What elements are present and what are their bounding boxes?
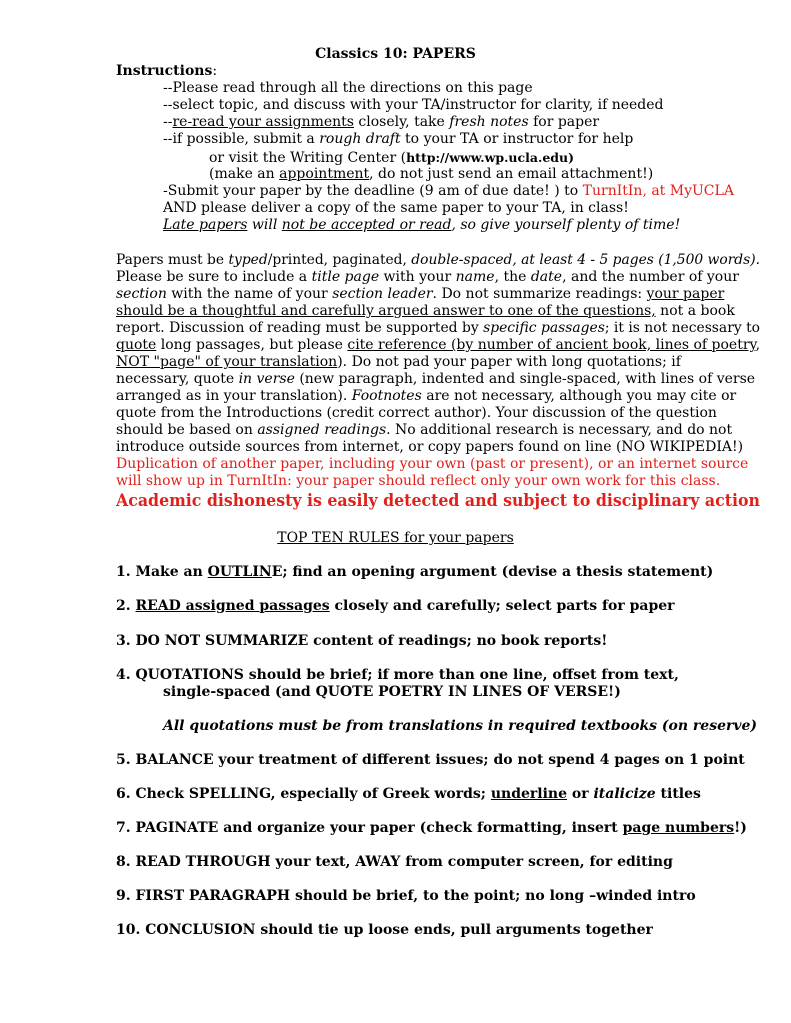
rule-item: 4. QUOTATIONS should be brief; if more than one line, offset from text, <box>116 667 679 683</box>
text: should be a thoughtful and carefully argued answer to one of the questions, <box>116 303 656 319</box>
rule-item: 10. CONCLUSION should tie up loose ends, pull arguments together <box>116 922 653 938</box>
instructions-heading: Instructions: <box>116 63 218 79</box>
text: E; find an opening argument (devise a thesis statement) <box>271 564 714 580</box>
text: or <box>567 786 594 802</box>
text: , and the number of your <box>562 269 739 285</box>
text: with your <box>379 269 456 285</box>
text: report. Discussion of reading must be supported by <box>116 320 484 336</box>
text: Papers must be <box>116 252 229 268</box>
text: for paper <box>528 114 600 130</box>
text: long passages, but please <box>156 337 348 353</box>
rule-item <box>116 820 747 837</box>
instruction-line <box>163 131 633 148</box>
body-line: introduce outside sources from internet, or copy papers found on line (NO WIKIPEDIA!) <box>116 439 744 455</box>
text: fresh notes <box>449 114 529 130</box>
body-line <box>116 337 760 354</box>
text: , so give yourself plenty of time! <box>451 217 681 233</box>
text: assigned readings <box>257 422 387 438</box>
text: with the name of your <box>166 286 333 302</box>
instruction-line: AND please deliver a copy of the same paper to your TA, in class! <box>163 200 629 216</box>
text: or visit the Writing Center ( <box>209 150 407 166</box>
text: to your TA or instructor for help <box>400 131 634 147</box>
text: 2. <box>116 598 136 614</box>
body-line <box>116 354 681 371</box>
text: !) <box>734 820 747 836</box>
text: should be based on <box>116 422 258 438</box>
body-line <box>116 320 760 337</box>
text: -Submit your paper by the deadline (9 am of due date! ) to <box>163 183 583 199</box>
body-line <box>116 252 760 269</box>
text: in verse <box>238 371 295 387</box>
text: Footnotes <box>351 388 422 404</box>
rule-note: All quotations must be from translations in required textbooks (on reserve) <box>163 718 758 734</box>
body-line <box>116 269 739 286</box>
text: . Do not summarize readings: <box>432 286 647 302</box>
text: quote <box>116 337 157 353</box>
text: your paper <box>646 286 725 302</box>
rule-item: 8. READ THROUGH your text, AWAY from computer screen, for editing <box>116 854 673 870</box>
text: /printed, paginated, <box>267 252 412 268</box>
rule-item <box>116 598 675 615</box>
text: page numbers <box>622 820 735 836</box>
text: not a book <box>655 303 735 319</box>
page-title: Classics 10: PAPERS <box>315 46 476 62</box>
text: re-read your assignments <box>172 114 354 130</box>
body-line <box>116 303 735 320</box>
text: TurnItIn, at MyUCLA <box>582 183 734 199</box>
text: name <box>455 269 495 285</box>
text: underline <box>490 786 567 802</box>
text: specific passages <box>483 320 605 336</box>
instruction-line <box>209 166 653 183</box>
rule-item: 9. FIRST PARAGRAPH should be brief, to the point; no long –winded intro <box>116 888 696 904</box>
warning-line: Duplication of another paper, including your own (past or present), or an internet source <box>116 456 749 472</box>
body-line: quote from the Introductions (credit correct author). Your discussion of the question <box>116 405 717 421</box>
text: --if possible, submit a <box>163 131 320 147</box>
text: (make an <box>209 166 280 182</box>
instruction-line <box>209 149 574 167</box>
text: italicize <box>593 786 656 802</box>
rule-item: 5. BALANCE your treatment of different issues; do not spend 4 pages on 1 point <box>116 752 745 768</box>
rule-item <box>116 786 701 803</box>
text: are not necessary, although you may cite or <box>421 388 737 404</box>
text: date <box>530 269 563 285</box>
text: section <box>116 286 167 302</box>
instruction-line: --Please read through all the directions on this page <box>163 80 533 96</box>
text: TOP TEN RULES for your papers <box>277 530 514 546</box>
text: . No additional research is necessary, and do not <box>386 422 733 438</box>
text: necessary, quote <box>116 371 239 387</box>
text: double-spaced, at least 4 - 5 pages (1,500 words). <box>411 252 761 268</box>
text: ). Do not pad your paper with long quotations; if <box>337 354 681 370</box>
text: READ assigned passages <box>135 598 330 614</box>
text: title page <box>311 269 380 285</box>
text: section leader <box>332 286 433 302</box>
text: , do not just send an email attachment!) <box>369 166 654 182</box>
text: appointment <box>279 166 370 182</box>
body-line <box>116 388 736 405</box>
text: Late papers <box>163 217 248 233</box>
text: 7. PAGINATE and organize your paper (check formatting, insert <box>116 820 623 836</box>
body-line <box>116 422 732 439</box>
body-line <box>116 371 755 388</box>
instruction-line: --select topic, and discuss with your TA/instructor for clarity, if needed <box>163 97 664 113</box>
text: typed <box>228 252 268 268</box>
text: , <box>755 337 761 353</box>
academic-dishonesty-warning: Academic dishonesty is easily detected and subject to disciplinary action <box>116 491 760 510</box>
writing-center-link[interactable]: http://www.wp.ucla.edu) <box>406 150 575 165</box>
instructions-label: Instructions <box>116 63 213 79</box>
text: closely and carefully; select parts for paper <box>329 598 675 614</box>
text: titles <box>655 786 701 802</box>
text: NOT "page" of your translation <box>116 354 338 370</box>
rule-item-continued: single-spaced (and QUOTE POETRY IN LINES OF VERSE!) <box>163 684 621 700</box>
text: 6. Check SPELLING, especially of Greek words; <box>116 786 491 802</box>
text: ; it is not necessary to <box>604 320 761 336</box>
warning-line: will show up in TurnItIn: your paper should reflect only your own work for this class. <box>116 473 721 489</box>
rules-heading <box>0 530 791 547</box>
text: closely, take <box>353 114 450 130</box>
text: rough draft <box>319 131 401 147</box>
instruction-line <box>163 217 680 234</box>
text: not be accepted or read <box>281 217 452 233</box>
text: 1. Make an <box>116 564 208 580</box>
rule-item <box>116 564 713 581</box>
instruction-line <box>163 183 734 200</box>
text: arranged as in your translation). <box>116 388 352 404</box>
instruction-line <box>163 114 599 131</box>
rule-item: 3. DO NOT SUMMARIZE content of readings; no book reports! <box>116 633 608 649</box>
text: will <box>247 217 282 233</box>
text: cite reference (by number of ancient book, lines of poetry <box>347 337 756 353</box>
body-line <box>116 286 724 303</box>
text: OUTLIN <box>207 564 272 580</box>
text: (new paragraph, indented and single-spaced, with lines of verse <box>294 371 756 387</box>
text: -- <box>163 114 173 130</box>
text: Please be sure to include a <box>116 269 312 285</box>
text: , the <box>494 269 531 285</box>
